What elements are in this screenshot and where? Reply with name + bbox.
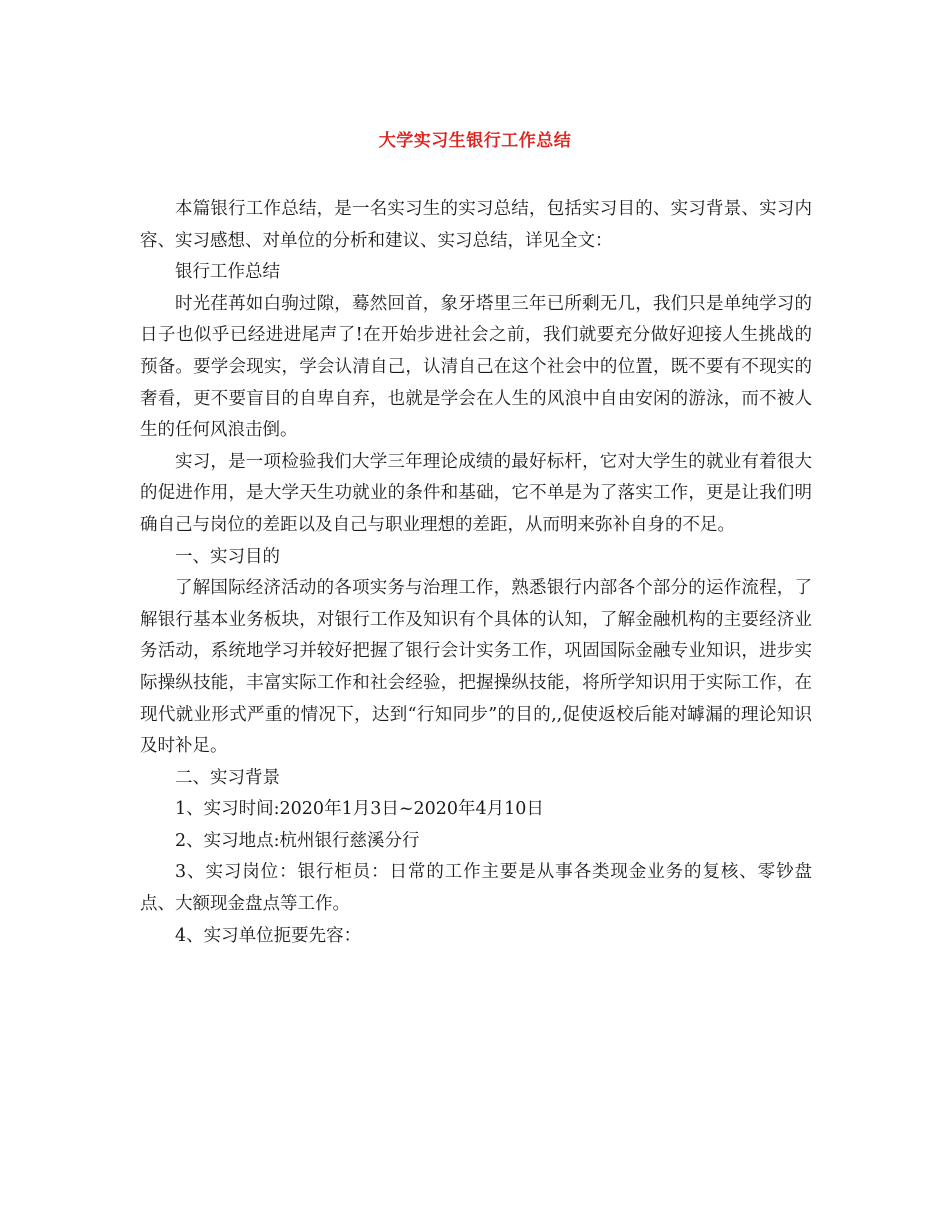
paragraph-subtitle: 银行工作总结 bbox=[175, 262, 280, 283]
heading-purpose: 一、实习目的 bbox=[175, 546, 280, 567]
item-unit: 4、实习单位扼要先容： bbox=[175, 925, 362, 946]
heading-background: 二、实习背景 bbox=[175, 767, 280, 788]
item-position: 3、实习岗位：银行柜员：日常的工作主要是从事各类现金业务的复核、零钞盘点、大额现金盘点等工作。 bbox=[140, 862, 812, 915]
document-title: 大学实习生银行工作总结 bbox=[378, 131, 572, 151]
item-location: 2、实习地点:杭州银行慈溪分行 bbox=[175, 830, 420, 851]
item-time: 1、实习时间:2020年1月3日~2020年4月10日 bbox=[175, 799, 544, 820]
paragraph-internship: 实习，是一项检验我们大学三年理论成绩的最好标杆，它对大学生的就业有着很大的促进作用，是大学天生功就业的条件和基础，它不单是为了落实工作，更是让我们明确自己与岗位的差距以及自己与职业理想的差距，从而明来弥补自身的不足。 bbox=[140, 451, 812, 535]
document-body bbox=[140, 194, 812, 952]
paragraph-intro: 本篇银行工作总结，是一名实习生的实习总结，包括实习目的、实习背景、实习内容、实习感想、对单位的分析和建议、实习总结，详见全文： bbox=[140, 199, 812, 251]
paragraph-purpose: 了解国际经济活动的各项实务与治理工作，熟悉银行内部各个部分的运作流程，了解银行基本业务板块，对银行工作及知识有个具体的认知，了解金融机构的主要经济业务活动，系统地学习并较好把握了银行会计实务工作，巩固国际金融专业知识，进步实际操纵技能，丰富实际工作和社会经验，把握操纵技能，将所学知识用于实际工作，在现代就业形式严重的情况下，达到“行知同步”的目的,,促使返校后能对罅漏的理论知识及时补足。 bbox=[140, 578, 812, 757]
paragraph-time: 时光荏苒如白驹过隙，蓦然回首，象牙塔里三年已所剩无几，我们只是单纯学习的日子也似乎已经进进尾声了!在开始步进社会之前，我们就要充分做好迎接人生挑战的预备。要学会现实，学会认清自己，认清自己在这个社会中的位置，既不要有不现实的奢看，更不要盲目的自卑自弃，也就是学会在人生的风浪中自由安闲的游泳，而不被人生的任何风浪击倒。 bbox=[140, 293, 812, 441]
